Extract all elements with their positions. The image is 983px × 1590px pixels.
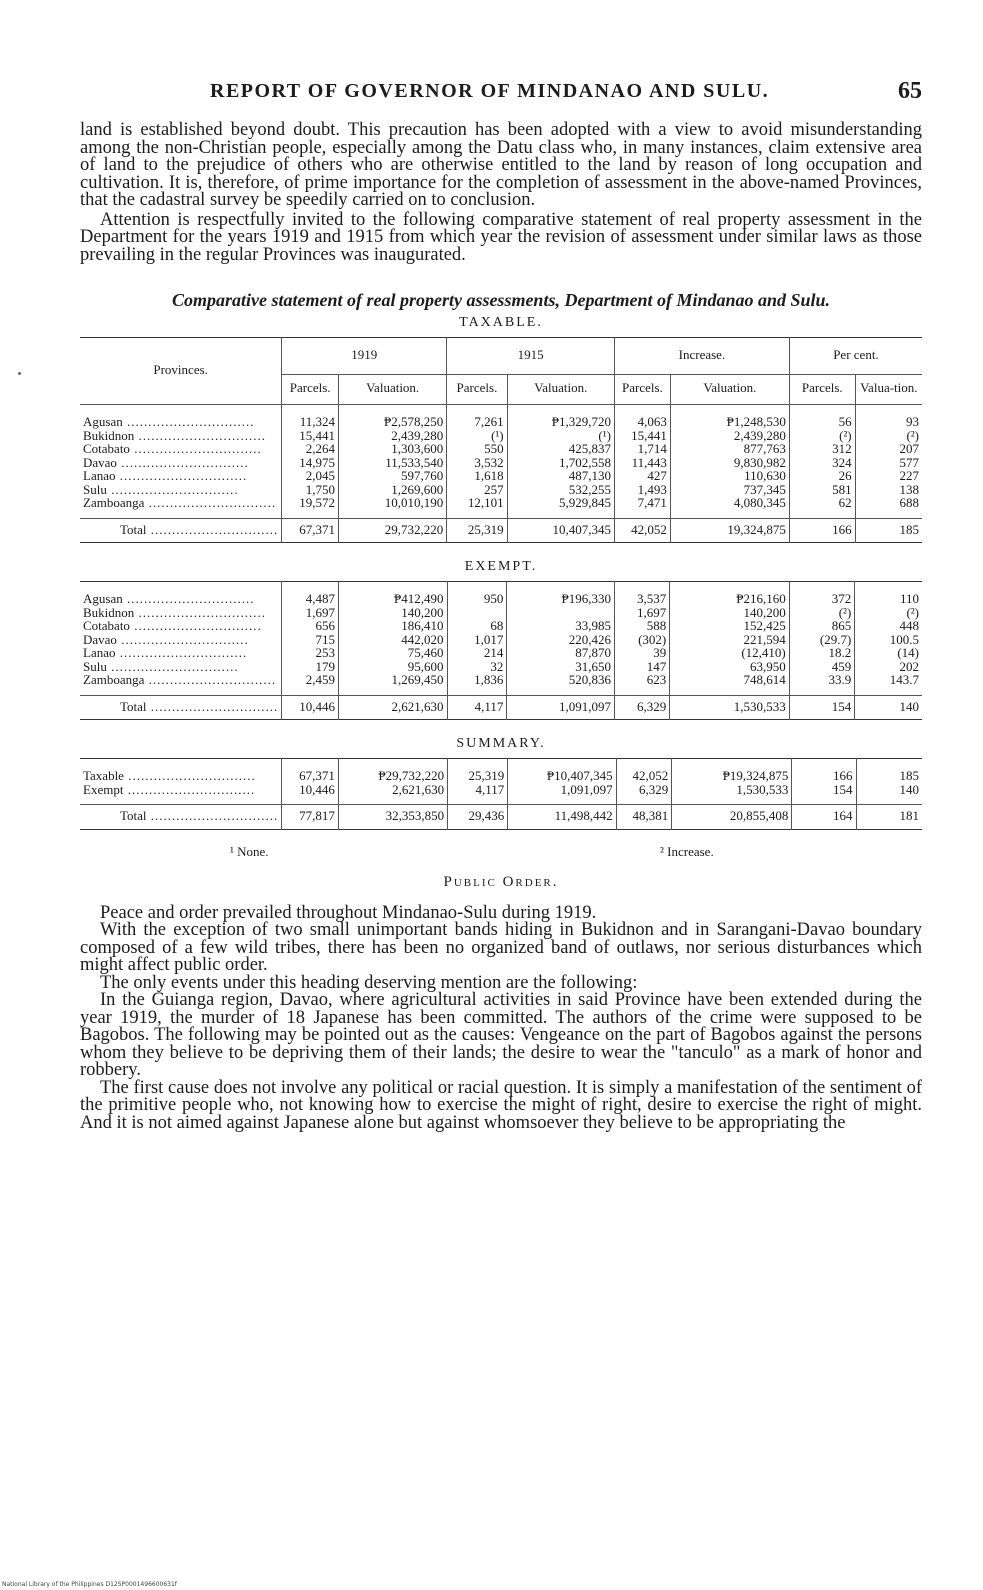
paragraph: Peace and order prevailed throughout Mindanao-Sulu during 1919. [100, 902, 597, 923]
taxable-table [80, 337, 922, 543]
table-cell: 68 [447, 619, 507, 633]
table-cell: 164 [792, 805, 856, 830]
table-cell: (²) [855, 429, 922, 443]
running-header [80, 78, 922, 108]
table-cell: 9,830,982 [670, 456, 789, 470]
col-header-percent: Per cent. [789, 338, 922, 375]
table-cell: 1,750 [282, 483, 339, 497]
row-label: Agusan .............................. [83, 591, 255, 606]
table-row [80, 673, 922, 695]
table-cell: 10,010,190 [339, 496, 447, 518]
table-cell: 532,255 [507, 483, 614, 497]
table-cell: 6,329 [614, 695, 669, 720]
col-header-valuation: Valua-tion. [855, 374, 922, 405]
row-label: Exempt .............................. [83, 782, 256, 797]
table-cell: 1,303,600 [339, 442, 447, 456]
table-cell: 597,760 [339, 469, 447, 483]
table-cell: (14) [855, 646, 922, 660]
table-cell: 2,439,280 [670, 429, 789, 443]
table-cell: 748,614 [670, 673, 790, 695]
table-cell: 487,130 [507, 469, 614, 483]
leader-dots: .............................. [115, 469, 248, 483]
scan-footer: National Library of the Philippines D125P0001496600631f [2, 1581, 177, 1588]
row-label: Bukidnon .............................. [83, 605, 267, 619]
exempt-table [80, 581, 922, 720]
table-cell: 4,080,345 [670, 496, 789, 518]
table-row [80, 619, 922, 633]
table-row [80, 646, 922, 660]
table-cell: 179 [282, 660, 339, 674]
table-cell: 154 [792, 783, 856, 805]
table-caption: Comparative statement of real property assessments, Department of Mindanao and Sulu. [171, 290, 831, 310]
table-cell: 1,697 [282, 606, 339, 620]
table-cell: 577 [855, 456, 922, 470]
table-cell: 67,371 [282, 759, 339, 783]
table-cell: 63,950 [670, 660, 790, 674]
table-cell: 62 [789, 496, 855, 518]
table-cell: 19,572 [282, 496, 339, 518]
table-cell: 4,487 [282, 582, 339, 606]
footnote-increase: ² Increase. [660, 843, 714, 859]
table-cell: 186,410 [339, 619, 448, 633]
table-cell: 11,533,540 [339, 456, 447, 470]
table-cell: 154 [789, 695, 855, 720]
row-label: Agusan .............................. [83, 414, 255, 429]
table-cell: 93 [855, 405, 922, 429]
col-header-provinces: Provinces. [153, 362, 208, 378]
table-cell: 1,269,600 [339, 483, 447, 497]
table-cell: 15,441 [614, 429, 670, 443]
table-cell: 140 [856, 783, 922, 805]
table-cell: 459 [789, 660, 855, 674]
table-cell: 623 [614, 673, 669, 695]
table-cell: 140 [855, 695, 922, 720]
row-label: Taxable .............................. [83, 768, 256, 783]
table-cell: 442,020 [339, 633, 448, 647]
table-cell: 7,261 [447, 405, 507, 429]
leader-dots: .............................. [146, 808, 279, 823]
table-cell: 32,353,850 [338, 805, 447, 830]
table-cell: 372 [789, 582, 855, 606]
row-label: Total .............................. [120, 698, 279, 714]
row-label: Zamboanga .............................. [83, 496, 277, 510]
col-header-parcels: Parcels. [614, 374, 670, 405]
table-cell: 110 [855, 582, 922, 606]
table-cell: 11,498,442 [508, 805, 616, 830]
row-label: Total .............................. [120, 808, 279, 823]
table-cell: 152,425 [670, 619, 790, 633]
document-page [80, 78, 922, 1132]
table-cell: ₱10,407,345 [508, 759, 616, 783]
col-header-1915: 1915 [447, 338, 615, 375]
col-header-parcels: Parcels. [789, 374, 855, 405]
running-title: REPORT OF GOVERNOR OF MINDANAO AND SULU. [210, 80, 770, 102]
table-cell: 1,091,097 [507, 695, 615, 720]
total-row [80, 518, 922, 543]
section-title-taxable: TAXABLE. [459, 315, 543, 330]
exempt-body [80, 582, 922, 720]
table-cell: 1,091,097 [508, 783, 616, 805]
table-cell: 95,600 [339, 660, 448, 674]
table-cell: ₱2,578,250 [339, 405, 447, 429]
table-cell: (302) [614, 633, 669, 647]
table-cell: 227 [855, 469, 922, 483]
table-cell: 32 [447, 660, 507, 674]
total-row [80, 805, 922, 830]
table-cell: 10,446 [282, 783, 339, 805]
table-row [80, 582, 922, 606]
leader-dots: .............................. [134, 605, 267, 619]
table-cell: 11,443 [614, 456, 670, 470]
table-cell: 2,439,280 [339, 429, 447, 443]
table-row [80, 759, 922, 783]
table-row [80, 442, 922, 456]
table-cell: 1,697 [614, 606, 669, 620]
table-cell: 140,200 [339, 606, 448, 620]
col-header-increase: Increase. [614, 338, 789, 375]
table-cell: 4,117 [448, 783, 508, 805]
table-cell: 39 [614, 646, 669, 660]
paragraph: With the exception of two small unimportant bands hiding in Bukidnon and in Sarangani-Davao boundary composed of a few wild tribes, there has been no organized band of outlaws, nor serious disturbances which might affect public order. [80, 920, 922, 975]
footnotes [80, 844, 922, 866]
row-label: Bukidnon .............................. [83, 428, 267, 442]
table-row [80, 496, 922, 518]
table-cell: 950 [447, 582, 507, 606]
table-cell: 25,319 [448, 759, 508, 783]
table-cell: 202 [855, 660, 922, 674]
paragraph: land is established beyond doubt. This precaution has been adopted with a view to avoid misunderstanding among the non-Christian people, especially among the Datu class who, in many instances, claim extensive area of land to the prejudice of others who are otherwise entitled to the land by reason of long occupation and cultivation. It is, therefore, of prime importance for the completion of assessment in the above-named Provinces, that the cadastral survey be speedily carried on to conclusion. [80, 120, 922, 210]
leader-dots: .............................. [144, 496, 277, 510]
table-cell: (²) [789, 429, 855, 443]
table-cell: 688 [855, 496, 922, 518]
paragraph: Attention is respectfully invited to the following comparative statement of real property assessment in the Department for the years 1919 and 1915 from which year the revision of assessment under similar laws as those prevailing in the regular Provinces was inaugurated. [80, 209, 922, 265]
table-cell: 737,345 [670, 483, 789, 497]
col-header-valuation: Valuation. [339, 374, 447, 405]
leader-dots: .............................. [146, 521, 279, 537]
table-cell: ₱19,324,875 [672, 759, 792, 783]
table-cell: 143.7 [855, 673, 922, 695]
table-cell: 29,732,220 [339, 518, 447, 543]
leader-dots: .............................. [106, 482, 239, 496]
table-cell: 1,618 [447, 469, 507, 483]
table-cell: 18.2 [789, 646, 855, 660]
table-cell: 185 [855, 518, 922, 543]
table-cell: 31,650 [507, 660, 615, 674]
table-cell: 77,817 [282, 805, 339, 830]
table-cell: 4,063 [614, 405, 670, 429]
table-cell: 588 [614, 619, 669, 633]
leader-dots: .............................. [144, 673, 277, 687]
leader-dots: .............................. [129, 619, 262, 633]
table-cell: 425,837 [507, 442, 614, 456]
table-cell: 1,017 [447, 633, 507, 647]
table-row [80, 633, 922, 647]
table-cell: 1,269,450 [339, 673, 448, 695]
table-row [80, 429, 922, 443]
table-cell: 110,630 [670, 469, 789, 483]
row-label: Cotabato .............................. [83, 442, 262, 456]
table-cell: 67,371 [282, 518, 339, 543]
col-header-parcels: Parcels. [447, 374, 507, 405]
row-label: Lanao .............................. [83, 646, 248, 660]
table-cell: 221,594 [670, 633, 790, 647]
table-cell: 2,621,630 [339, 695, 448, 720]
table-cell: 19,324,875 [670, 518, 789, 543]
leader-dots: .............................. [129, 442, 262, 456]
table-cell: 15,441 [282, 429, 339, 443]
table-cell: 6,329 [616, 783, 672, 805]
table-cell: 11,324 [282, 405, 339, 429]
table-cell: 7,471 [614, 496, 670, 518]
table-cell: ₱1,329,720 [507, 405, 614, 429]
table-cell: 220,426 [507, 633, 615, 647]
row-label: Davao .............................. [83, 455, 249, 469]
table-cell: 1,714 [614, 442, 670, 456]
table-cell: 25,319 [447, 518, 507, 543]
table-cell: 12,101 [447, 496, 507, 518]
row-label: Cotabato .............................. [83, 619, 262, 633]
table-row [80, 405, 922, 429]
col-header-valuation: Valuation. [507, 374, 614, 405]
table-cell: 140,200 [670, 606, 790, 620]
table-cell: 1,836 [447, 673, 507, 695]
table-cell: 448 [855, 619, 922, 633]
table-cell: 1,530,533 [670, 695, 790, 720]
table-cell [507, 606, 615, 620]
table-cell: (²) [789, 606, 855, 620]
table-cell: 75,460 [339, 646, 448, 660]
table-cell: (¹) [447, 429, 507, 443]
table-cell: 2,621,630 [338, 783, 447, 805]
table-cell: 581 [789, 483, 855, 497]
table-cell: 10,407,345 [507, 518, 614, 543]
table-cell: ₱196,330 [507, 582, 615, 606]
leader-dots: .............................. [106, 659, 239, 673]
table-cell: 48,381 [616, 805, 672, 830]
leader-dots: .............................. [115, 646, 248, 660]
table-cell: 877,763 [670, 442, 789, 456]
leader-dots: .............................. [146, 698, 279, 714]
table-cell: (12,410) [670, 646, 790, 660]
section-title-exempt: EXEMPT. [464, 559, 538, 574]
paragraph: The only events under this heading deserving mention are the following: [100, 972, 638, 993]
table-cell: 26 [789, 469, 855, 483]
table-cell: 20,855,408 [672, 805, 792, 830]
table-cell: 147 [614, 660, 669, 674]
table-cell: 1,702,558 [507, 456, 614, 470]
table-cell: 3,537 [614, 582, 669, 606]
table-cell: 207 [855, 442, 922, 456]
leader-dots: .............................. [134, 428, 267, 442]
section-title-summary: SUMMARY. [456, 736, 546, 751]
table-cell: 2,264 [282, 442, 339, 456]
table-cell: (²) [855, 606, 922, 620]
table-cell: 3,532 [447, 456, 507, 470]
table-cell: 520,836 [507, 673, 615, 695]
row-label: Davao .............................. [83, 632, 249, 646]
table-cell: 29,436 [448, 805, 508, 830]
table-cell: 324 [789, 456, 855, 470]
table-cell: ₱1,248,530 [670, 405, 789, 429]
row-label: Lanao .............................. [83, 469, 248, 483]
table-cell: 5,929,845 [507, 496, 614, 518]
table-cell: 166 [789, 518, 855, 543]
table-cell: 865 [789, 619, 855, 633]
table-cell: 181 [856, 805, 922, 830]
col-header-valuation: Valuation. [670, 374, 789, 405]
table-cell: 2,459 [282, 673, 339, 695]
table-cell: 14,975 [282, 456, 339, 470]
table-cell: 56 [789, 405, 855, 429]
leader-dots: .............................. [122, 591, 255, 606]
table-cell: 185 [856, 759, 922, 783]
table-cell: 427 [614, 469, 670, 483]
footnote-none: ¹ None. [230, 843, 269, 859]
table-row [80, 483, 922, 497]
table-cell: 33,985 [507, 619, 615, 633]
table-cell: 4,117 [447, 695, 507, 720]
col-header-parcels: Parcels. [282, 374, 339, 405]
table-cell: 100.5 [855, 633, 922, 647]
table-cell: 2,045 [282, 469, 339, 483]
table-cell: 42,052 [614, 518, 670, 543]
table-cell: (¹) [507, 429, 614, 443]
table-cell: 253 [282, 646, 339, 660]
table-cell: 87,870 [507, 646, 615, 660]
table-cell: 1,530,533 [672, 783, 792, 805]
leader-dots: .............................. [116, 455, 249, 469]
table-row [80, 660, 922, 674]
leader-dots: .............................. [123, 768, 256, 783]
taxable-body [80, 405, 922, 543]
leader-dots: .............................. [122, 414, 255, 429]
table-row [80, 606, 922, 620]
table-row [80, 456, 922, 470]
table-cell: ₱412,490 [339, 582, 448, 606]
table-cell: 715 [282, 633, 339, 647]
table-cell: (29.7) [789, 633, 855, 647]
paragraph: The first cause does not involve any political or racial question. It is simply a manifestation of the sentiment of the primitive people who, not knowing how to exercise the might of right, desire to exercise the right of might. And it is not aimed against Japanese alone but against whomsoever they believe to be appropriating the [80, 1077, 922, 1133]
table-cell: 138 [855, 483, 922, 497]
paragraph: In the Guianga region, Davao, where agricultural activities in said Province have been extended during the year 1919, the murder of 18 Japanese has been committed. The authors of the crime were supposed to be Bagobos. The following may be pointed out as the causes: Vengeance on the part of Bagobos against the persons whom they believe to be depriving them of their lands; the desire to wear the "tanculo" as a mark of honor and robbery. [80, 990, 922, 1080]
row-label: Sulu .............................. [83, 482, 239, 496]
table-cell: 312 [789, 442, 855, 456]
leader-dots: .............................. [123, 782, 256, 797]
summary-body [80, 759, 922, 830]
row-label: Zamboanga .............................. [83, 673, 277, 687]
table-cell: 42,052 [616, 759, 672, 783]
section-heading-public-order: Public Order. [443, 873, 559, 890]
scan-speck [18, 372, 21, 375]
table-cell: 214 [447, 646, 507, 660]
table-cell: ₱29,732,220 [338, 759, 447, 783]
table-cell: 166 [792, 759, 856, 783]
row-label: Total .............................. [120, 521, 279, 537]
table-cell: 10,446 [282, 695, 339, 720]
total-row [80, 695, 922, 720]
row-label: Sulu .............................. [83, 659, 239, 673]
table-cell: 33.9 [789, 673, 855, 695]
table-cell [447, 606, 507, 620]
table-cell: 257 [447, 483, 507, 497]
summary-table [80, 758, 922, 830]
table-row [80, 469, 922, 483]
table-cell: 656 [282, 619, 339, 633]
table-row [80, 783, 922, 805]
leader-dots: .............................. [116, 632, 249, 646]
table-cell: 550 [447, 442, 507, 456]
table-cell: 1,493 [614, 483, 670, 497]
table-cell: ₱216,160 [670, 582, 790, 606]
page-number: 65 [898, 78, 922, 104]
col-header-1919: 1919 [282, 338, 447, 375]
